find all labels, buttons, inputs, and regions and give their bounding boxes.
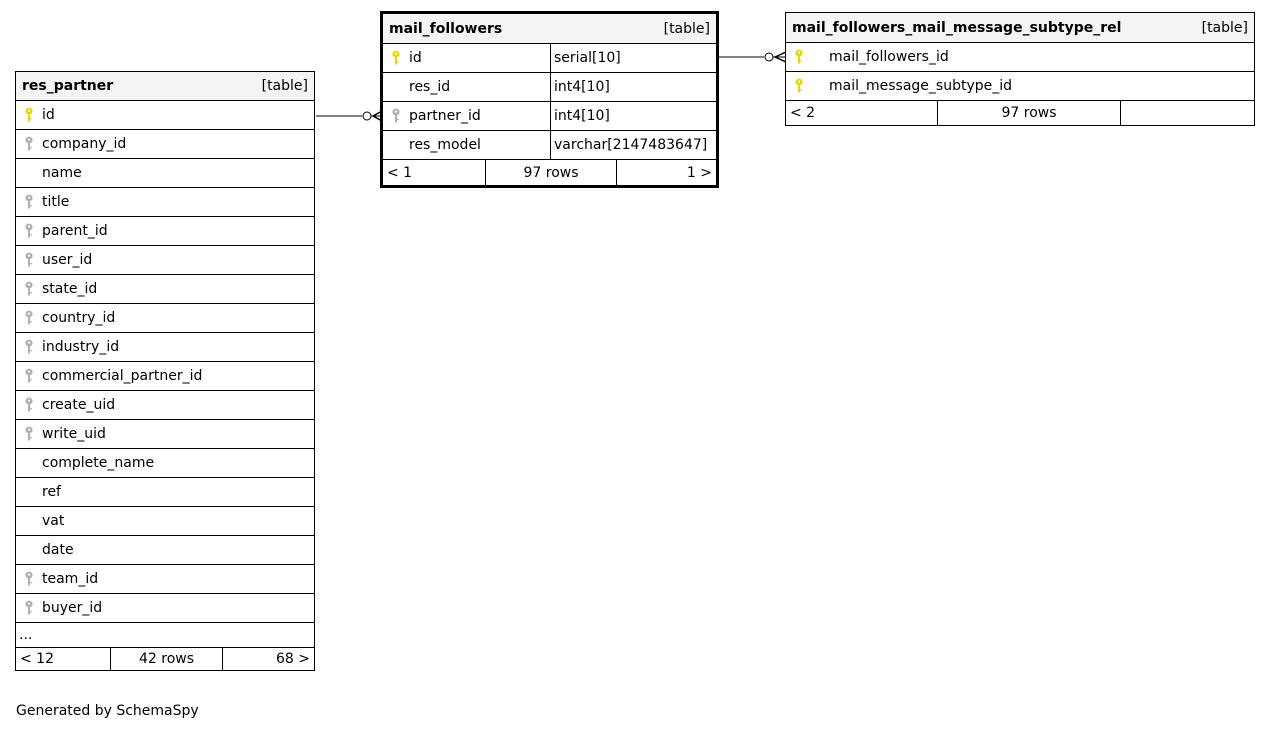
column-row[interactable] (786, 43, 1254, 72)
column-type: int4[10] (550, 73, 716, 101)
table-name: mail_followers_mail_message_subtype_rel (792, 19, 1122, 36)
column-row[interactable] (16, 217, 314, 246)
foreign-key-icon (16, 136, 42, 152)
column-name: complete_name (42, 455, 155, 471)
column-row[interactable] (16, 420, 314, 449)
mail-followers-table[interactable] (380, 11, 719, 188)
relation-res-partner-to-mail-followers[interactable] (316, 111, 382, 121)
incoming-relations-count[interactable]: < 2 (790, 105, 816, 121)
table-header[interactable] (786, 13, 1254, 43)
column-type: varchar[2147483647] (550, 131, 716, 159)
generated-by-credit: Generated by SchemaSpy (16, 703, 199, 719)
foreign-key-icon (16, 397, 42, 413)
table-tag: [table] (1201, 19, 1248, 36)
column-row[interactable] (16, 362, 314, 391)
column-name: title (42, 194, 70, 210)
table-header[interactable] (16, 72, 314, 101)
column-row[interactable] (16, 246, 314, 275)
column-row[interactable] (16, 478, 314, 507)
foreign-key-icon (16, 310, 42, 326)
column-name: ref (42, 484, 61, 500)
column-name: parent_id (42, 223, 108, 239)
res-partner-table[interactable] (15, 71, 315, 671)
column-name: buyer_id (42, 600, 103, 616)
column-name: company_id (42, 136, 127, 152)
column-row[interactable] (786, 72, 1254, 101)
column-row[interactable] (16, 101, 314, 130)
column-name: name (42, 165, 82, 181)
column-name: write_uid (42, 426, 106, 442)
outgoing-relations-count[interactable]: 68 > (276, 651, 310, 667)
column-list (786, 43, 1254, 101)
column-row[interactable] (383, 44, 716, 73)
column-row[interactable] (383, 73, 716, 102)
column-name: res_id (409, 79, 451, 95)
column-row[interactable] (383, 131, 716, 160)
column-name: state_id (42, 281, 98, 297)
column-name: id (42, 107, 55, 123)
column-row[interactable] (16, 275, 314, 304)
column-name: team_id (42, 571, 99, 587)
column-row[interactable] (16, 391, 314, 420)
table-tag: [table] (261, 78, 308, 94)
table-name: res_partner (22, 78, 114, 94)
row-count: 97 rows (485, 160, 617, 185)
column-list (383, 44, 716, 160)
column-name: user_id (42, 252, 93, 268)
foreign-key-icon (16, 223, 42, 239)
column-row[interactable] (16, 188, 314, 217)
column-name: partner_id (409, 108, 481, 124)
foreign-key-icon (16, 281, 42, 297)
column-row[interactable] (16, 130, 314, 159)
more-columns-indicator (16, 623, 314, 648)
column-row[interactable] (16, 333, 314, 362)
column-name: mail_followers_id (829, 49, 949, 65)
primary-key-icon (786, 78, 812, 94)
table-footer (383, 160, 716, 185)
foreign-key-icon (16, 571, 42, 587)
mail-followers-subtype-rel-table[interactable] (785, 12, 1255, 126)
incoming-relations-count[interactable]: < 12 (20, 651, 54, 667)
column-list (16, 101, 314, 623)
table-tag: [table] (663, 20, 710, 37)
more-text: ... (19, 627, 33, 643)
column-row[interactable] (16, 159, 314, 188)
foreign-key-icon (16, 194, 42, 210)
column-type: int4[10] (550, 102, 716, 130)
foreign-key-icon (16, 426, 42, 442)
outgoing-relations-count[interactable] (1121, 101, 1254, 125)
column-name: mail_message_subtype_id (829, 78, 1013, 94)
foreign-key-icon (383, 108, 409, 124)
column-name: commercial_partner_id (42, 368, 203, 384)
column-row[interactable] (16, 594, 314, 623)
column-name: res_model (409, 137, 481, 153)
primary-key-icon (383, 50, 409, 66)
column-row[interactable] (16, 449, 314, 478)
column-name: industry_id (42, 339, 120, 355)
column-row[interactable] (383, 102, 716, 131)
foreign-key-icon (16, 600, 42, 616)
column-type: serial[10] (550, 44, 716, 72)
column-name: country_id (42, 310, 116, 326)
foreign-key-icon (16, 339, 42, 355)
relation-mail-followers-to-subtype-rel[interactable] (719, 52, 786, 62)
table-footer (786, 101, 1254, 125)
column-row[interactable] (16, 565, 314, 594)
table-header[interactable] (383, 14, 716, 44)
primary-key-icon (786, 49, 812, 65)
incoming-relations-count[interactable]: < 1 (387, 164, 413, 181)
foreign-key-icon (16, 252, 42, 268)
table-footer (16, 648, 314, 670)
column-name: create_uid (42, 397, 116, 413)
primary-key-icon (16, 107, 42, 123)
outgoing-relations-count[interactable]: 1 > (686, 164, 712, 181)
column-row[interactable] (16, 507, 314, 536)
column-name: vat (42, 513, 65, 529)
row-count: 42 rows (110, 648, 223, 670)
table-name: mail_followers (389, 20, 503, 37)
row-count: 97 rows (937, 101, 1121, 125)
column-row[interactable] (16, 304, 314, 333)
foreign-key-icon (16, 368, 42, 384)
column-name: id (409, 50, 422, 66)
column-row[interactable] (16, 536, 314, 565)
column-name: date (42, 542, 74, 558)
